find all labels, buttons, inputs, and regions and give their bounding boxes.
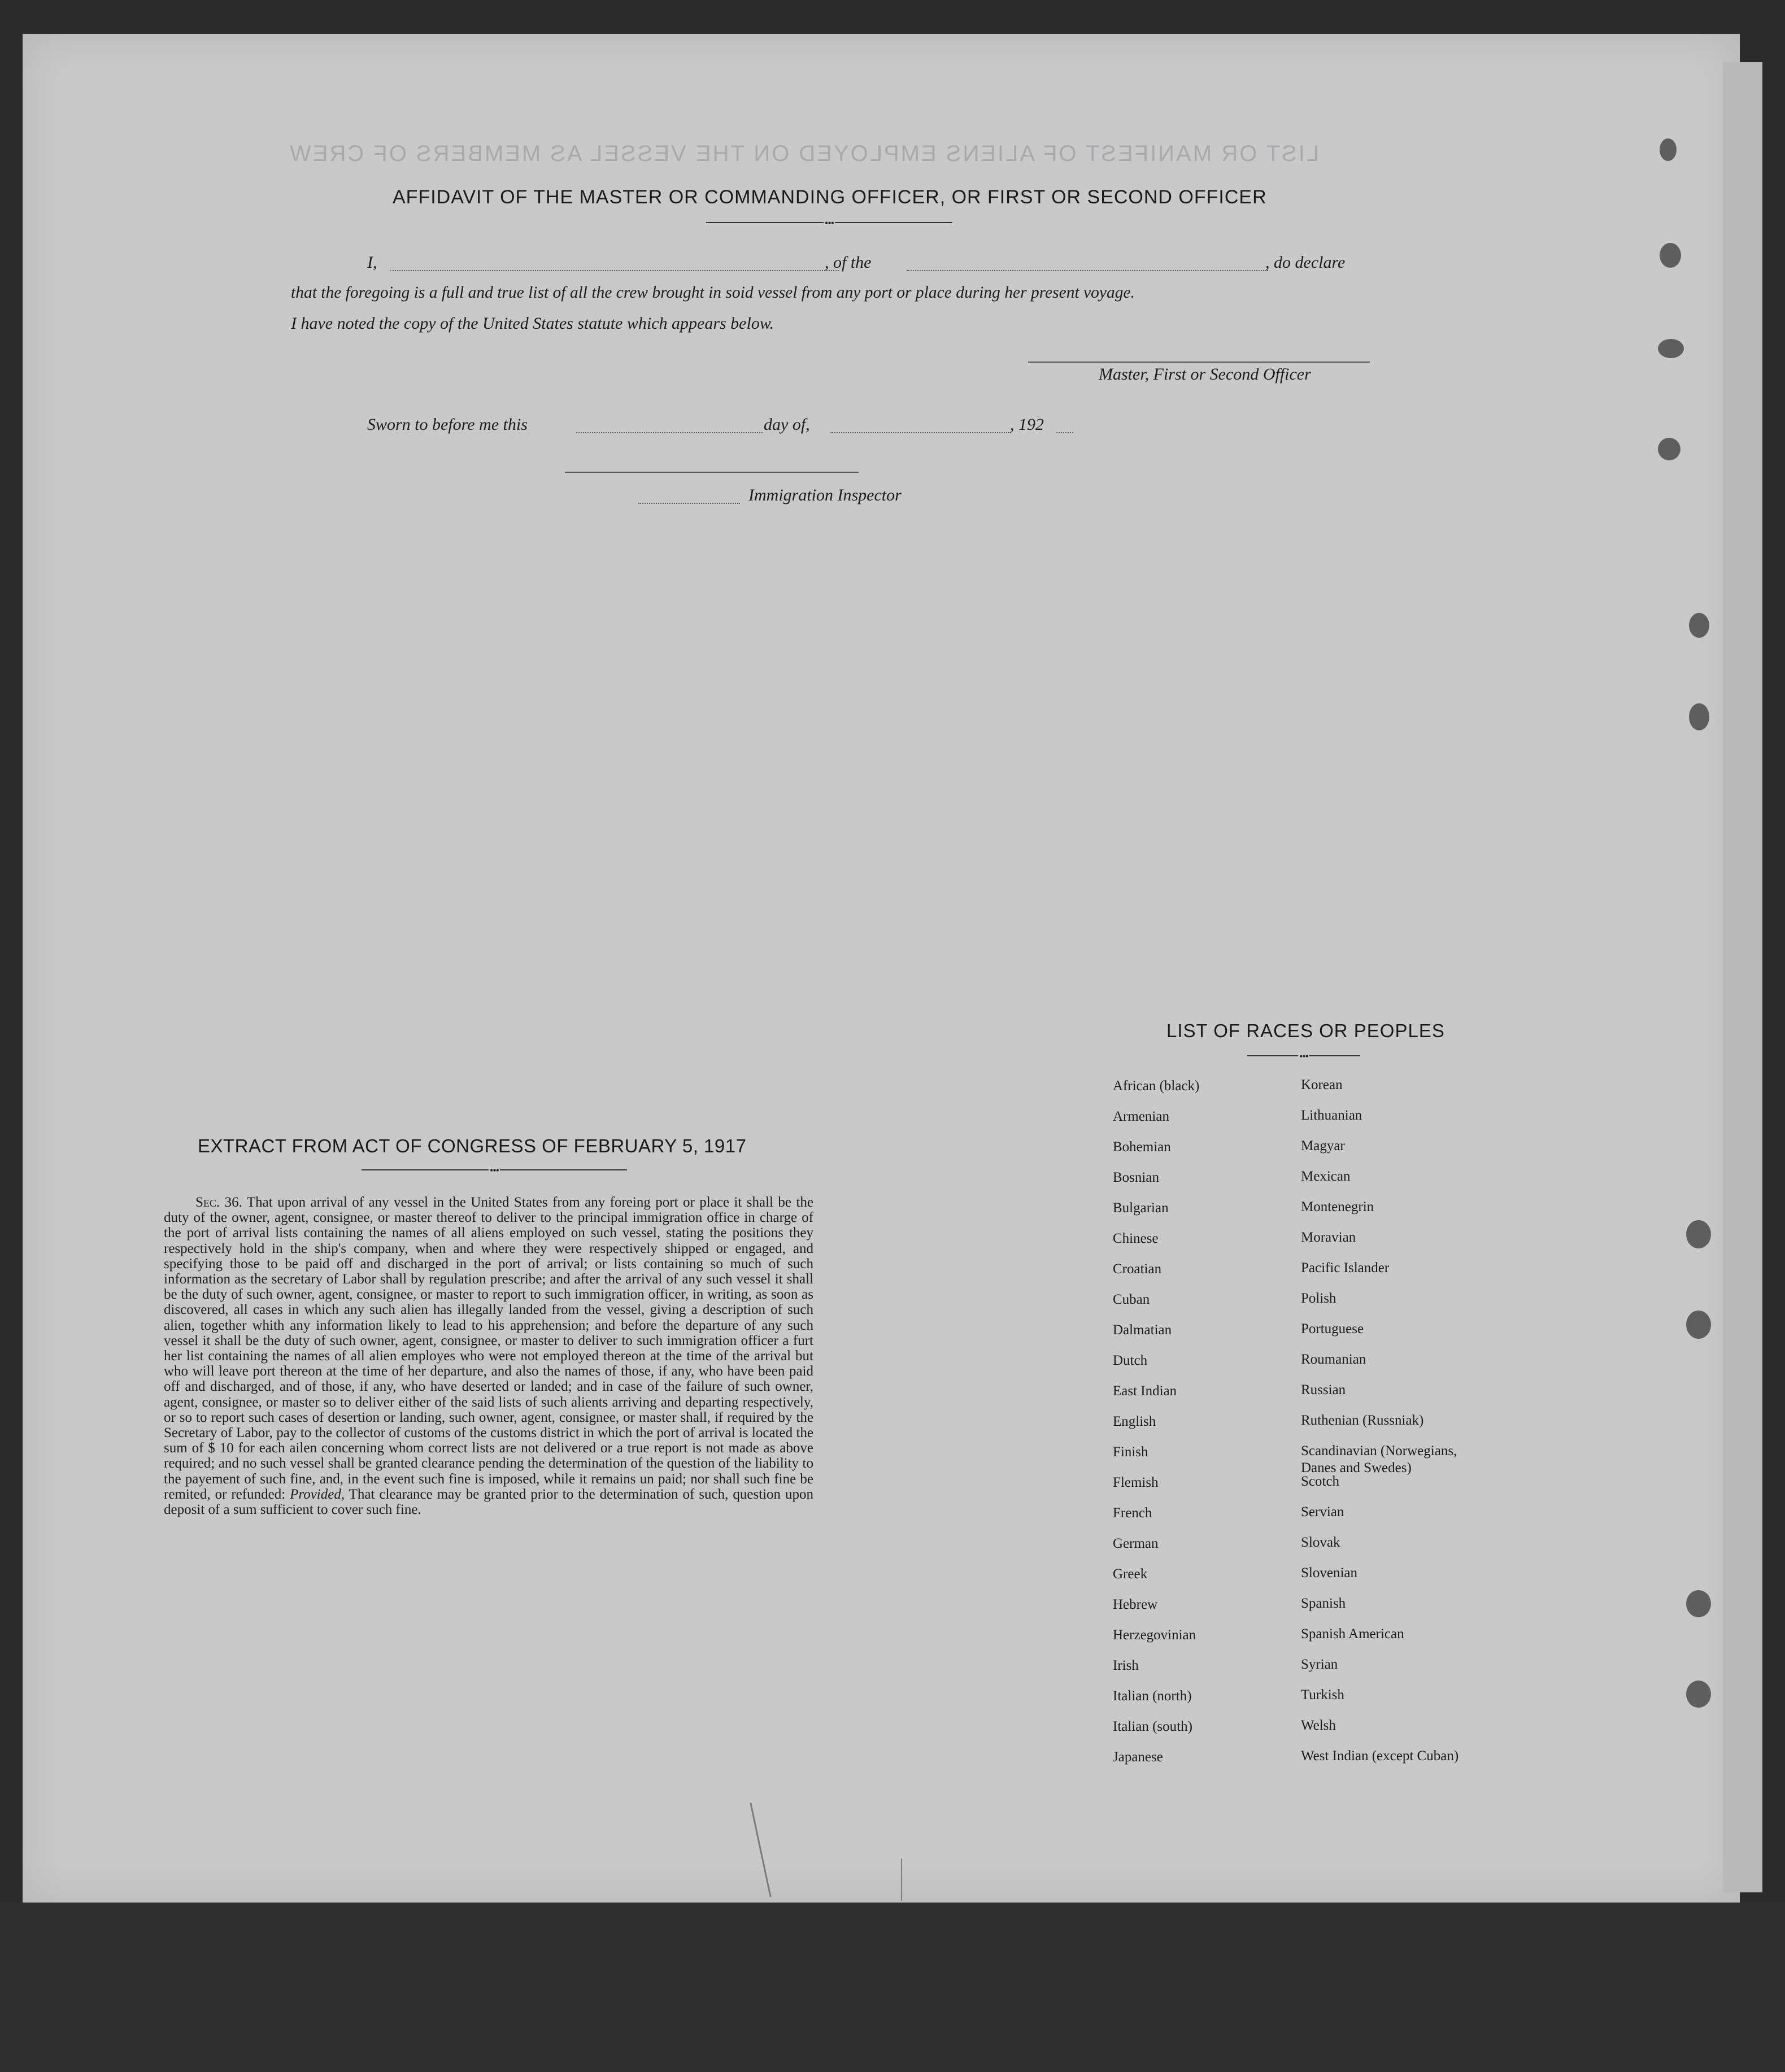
race-item: Turkish — [1301, 1687, 1344, 1703]
race-item: Ruthenian (Russniak) — [1301, 1413, 1424, 1428]
race-item: Welsh — [1301, 1718, 1336, 1733]
race-item: Portuguese — [1301, 1321, 1364, 1337]
races-title-ornament: ••• — [1247, 1055, 1360, 1056]
race-item: Slovak — [1301, 1535, 1340, 1550]
inspector-signature-line-top — [565, 472, 859, 473]
extract-title: EXTRACT FROM ACT OF CONGRESS OF FEBRUARY 5, 1917 — [198, 1135, 747, 1156]
race-item: Russian — [1301, 1382, 1346, 1398]
sworn-month-line — [830, 432, 1011, 433]
bleed-through-header: LIST OR MANIFEST OF ALIENS EMPLOYED ON THE VESSEL AS MEMBERS OF CREW — [288, 141, 1320, 166]
races-title: LIST OF RACES OR PEOPLES — [1166, 1020, 1445, 1041]
race-item: Dalmatian — [1113, 1322, 1172, 1338]
affidavit-line-2: that the foregoing is a full and true list of all the crew brought in soid vessel from any port or place during her present voyage. — [291, 284, 1135, 302]
binder-hole — [1689, 613, 1709, 638]
race-item: Scotch — [1301, 1474, 1340, 1489]
vessel-blank-line — [907, 270, 1268, 271]
race-item: Japanese — [1113, 1749, 1163, 1765]
sworn-prefix: Sworn to before me this — [367, 415, 528, 434]
name-blank-line — [390, 270, 839, 271]
officer-signature-line — [1028, 362, 1370, 363]
race-item: Pacific Islander — [1301, 1260, 1390, 1276]
race-item: Bosnian — [1113, 1170, 1159, 1185]
inspector-label: Immigration Inspector — [748, 486, 902, 504]
race-item: African (black) — [1113, 1078, 1200, 1094]
extract-text: That upon arrival of any vessel in the United States from any foreing port or place it shall be the duty of the owner, agent, consignee, or master thereof to deliver to the principal immigration office in charge of the port of arrival lists containing the names of all aliens employed on such vessel, stating the positions they respectively hold in the ship's company, when and where they were respectively shipped or engaged, and specifying those to be paid off and discharged in the port of arrival; or lists containing so much of such information as the secretary of Labor shall by regulation prescribe; and after the arrival of any such vessel it shall be the duty of such owner, agent, consignee, or master to report to such immigration officer, in writing, as soon as discovered, all cases in which any such alien has illegally landed from the vessel, giving a description of such alien, together whith any information likely to lead to his apprehension; and before the departure of any such vessel it shall be the duty of such owner, agent, consignee, or master to deliver to such immigration officer a furt her list containing the names of all alien employes who were not employed thereon at the time of the arrival but who will leave port thereon at the time of her departure, and also the names of those, if any, who have been paid off and discharged, and of those, if any, who have deserted or landed; and in case of the failure of such owner, agent, consignee, or master so to deliver either of the said lists of such alients arriving and departing respectively, or so to report such cases of desertion or landing, such owner, agent, consignee, or master shall, if required by the Secretary of Labor, pay to the collector of customs of the customs district in which the port of arrival is located the sum of $ 10 for each ailen concerning whom correct lists are not delivered or a true report is not made as above required; and no such vessel shall be granted clearance pending the determination of the question of the liability to the payement of such fine, and, in the event such fine is imposed, while it remains un paid; nor shall such fine be remited, or refunded: — [164, 1195, 814, 1502]
race-item: English — [1113, 1414, 1156, 1429]
paper-crease — [901, 1858, 902, 1901]
race-item: Dutch — [1113, 1353, 1148, 1368]
race-item: Flemish — [1113, 1475, 1159, 1490]
race-item: Polish — [1301, 1291, 1336, 1306]
race-item: Cuban — [1113, 1292, 1150, 1307]
races-column-2 — [1301, 1077, 1459, 1778]
affidavit-i: I, — [367, 253, 377, 272]
scan-background — [0, 1903, 1785, 2072]
race-item: Spanish American — [1301, 1626, 1404, 1642]
race-item: Chinese — [1113, 1231, 1159, 1246]
races-column-1 — [1113, 1078, 1199, 1779]
race-item: Mexican — [1301, 1169, 1351, 1184]
sworn-year: , 192 — [1010, 415, 1044, 434]
affidavit-of-the: , of the — [825, 253, 872, 272]
section-label: Sec. 36. — [195, 1195, 242, 1210]
binder-hole — [1686, 1220, 1711, 1248]
race-item: Moravian — [1301, 1230, 1356, 1245]
race-item: Scandinavian (Norwegians, Danes and Swedes) — [1301, 1443, 1457, 1475]
affidavit-title-ornament: ••• — [706, 222, 952, 223]
binder-hole — [1686, 1590, 1711, 1617]
race-item: Herzegovinian — [1113, 1627, 1196, 1643]
race-item: Italian (north) — [1113, 1688, 1192, 1704]
race-item: Bulgarian — [1113, 1200, 1169, 1216]
race-item: Montenegrin — [1301, 1199, 1374, 1215]
binder-hole — [1686, 1311, 1711, 1339]
race-item: Slovenian — [1301, 1565, 1357, 1581]
affidavit-declare: , do declare — [1265, 253, 1346, 272]
binder-hole — [1658, 339, 1684, 358]
binder-hole — [1660, 243, 1681, 268]
race-item: West Indian (except Cuban) — [1301, 1748, 1459, 1764]
extract-text-end: That clearance may be granted prior to the determination of such, question upon deposit of a sum sufficient to cover such fine. — [164, 1486, 813, 1518]
race-item: Croatian — [1113, 1261, 1162, 1277]
race-item: German — [1113, 1536, 1159, 1551]
binder-hole — [1660, 138, 1677, 161]
binder-hole — [1658, 438, 1680, 460]
race-item: Hebrew — [1113, 1597, 1158, 1612]
race-item: Syrian — [1301, 1657, 1338, 1672]
race-item: Greek — [1113, 1566, 1148, 1582]
race-item: Armenian — [1113, 1109, 1169, 1124]
race-item: Bohemian — [1113, 1139, 1171, 1155]
race-item: Irish — [1113, 1658, 1139, 1673]
officer-label: Master, First or Second Officer — [1099, 365, 1311, 384]
binder-hole — [1686, 1681, 1711, 1708]
sworn-year-line — [1056, 432, 1073, 433]
document-sheet — [23, 34, 1740, 1903]
race-item: French — [1113, 1505, 1152, 1521]
inspector-signature-line — [638, 503, 740, 504]
sworn-day-label: day of, — [764, 415, 810, 434]
race-item: Spanish — [1301, 1596, 1346, 1611]
provided-word: Provided, — [290, 1486, 345, 1502]
race-item: Lithuanian — [1301, 1108, 1362, 1123]
affidavit-line-3: I have noted the copy of the United States statute which appears below. — [291, 314, 774, 333]
affidavit-title: AFFIDAVIT OF THE MASTER OR COMMANDING OFFICER, OR FIRST OR SECOND OFFICER — [393, 186, 1267, 208]
race-item: Magyar — [1301, 1138, 1345, 1153]
extract-title-ornament: ••• — [362, 1169, 627, 1170]
binder-hole — [1689, 703, 1709, 730]
race-item: Italian (south) — [1113, 1719, 1192, 1734]
sworn-day-line — [576, 432, 763, 433]
race-item: Korean — [1301, 1077, 1343, 1092]
race-item: Finish — [1113, 1444, 1148, 1460]
extract-body — [164, 1195, 813, 1517]
race-item: Servian — [1301, 1504, 1344, 1520]
race-item: East Indian — [1113, 1383, 1177, 1399]
race-item: Roumanian — [1301, 1352, 1366, 1367]
sheet-edge — [1723, 62, 1762, 1892]
